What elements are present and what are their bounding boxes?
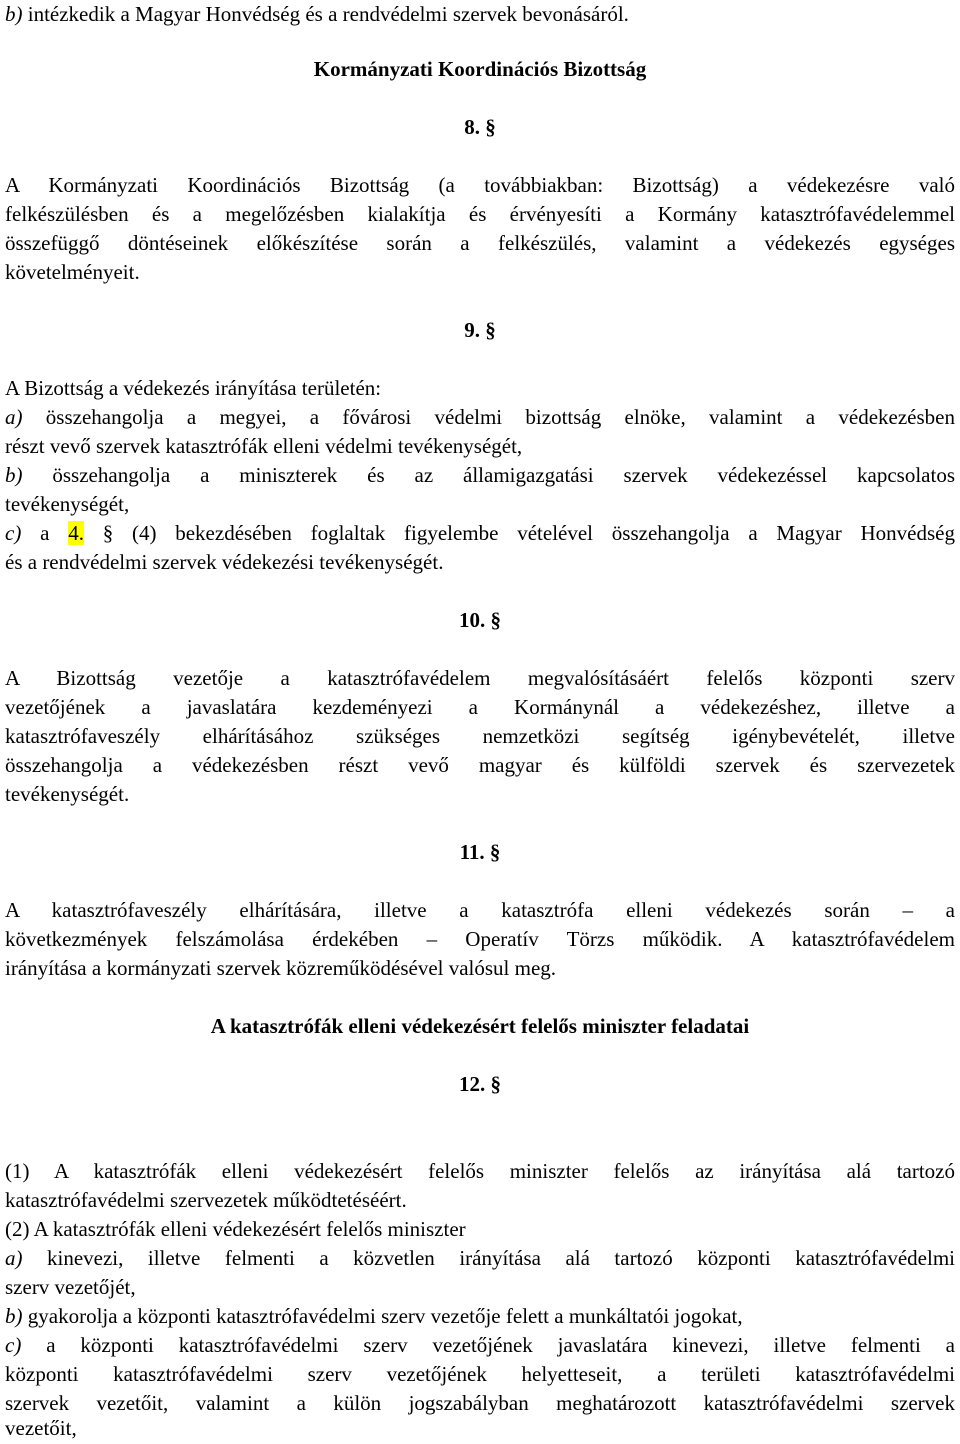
paragraph-number: 8. §: [464, 115, 496, 139]
paragraph-number: 10. §: [459, 608, 501, 632]
paragraph-number: 11. §: [459, 840, 501, 864]
list-marker: c): [5, 1333, 22, 1357]
highlighted-reference: 4.: [68, 521, 84, 545]
list-marker: b): [5, 2, 23, 26]
paragraph-number: 9. §: [464, 318, 496, 342]
paragraph-number: 12. §: [459, 1072, 501, 1096]
list-marker: b): [5, 1304, 23, 1328]
section-heading: Kormányzati Koordinációs Bizottság: [313, 57, 647, 81]
list-marker: b): [5, 463, 23, 487]
list-marker: a): [5, 405, 23, 429]
section-heading: A katasztrófák elleni védekezésért felelős miniszter feladatai: [210, 1014, 750, 1038]
list-marker: a): [5, 1246, 23, 1270]
list-marker: c): [5, 521, 22, 545]
document-page: b) intézkedik a Magyar Honvédség és a rendvédelmi szervek bevonásáról. Kormányzati Koordinációs Bizottság 8. § A Kormányzati Koordinációs Bizottság (a továbbiakban: Bizottság) a védekezésre való felkészülésben és a megelőzésben kialakítja és érvényesíti a Kormány katasztrófavédelemmel összefüggő döntéseinek előkészítése során a felkészülés, valamint a védekezés egységes követelményeit. 9. § A Bizottság a védekezés irányítása területén: a) összehangolja a megyei, a fővárosi védelmi bizottság elnöke, valamint a védekezésben részt vevő szervek katasztrófák elleni védelmi tevékenységét, b) összehangolja a miniszterek és az államigazgatási szervek védekezéssel kapcsolatos tevékenységét, c) a 4. § (4) bekezdésében foglaltak figyelembe vételével összehangolja a Magyar Honvédség és a rendvédelmi szervek védekezési tevékenységét. 10. § A Bizottság vezetője a katasztrófavédelem megvalósításáért felelős központi szerv vezetőjének a javaslatára kezdeményezi a Kormánynál a védekezéshez, illetve a katasztrófaveszély elhárításához szükséges nemzetközi segítség igénybevételét, illetve összehangolja a védekezésben részt vevő magyar és külföldi szervek és szervezetek tevékenységét. 11. § A katasztrófaveszély elhárítására, illetve a katasztrófa elleni védekezés során – a következmények felszámolása érdekében – Operatív Törzs működik. A katasztrófavédelem irányítása a kormányzati szervek közreműködésével valósul meg. A katasztrófák elleni védekezésért felelős miniszter feladatai 12. § (1) A katasztrófák elleni védekezésért felelős miniszter felelős az irányítása alá tartozó katasztrófavédelmi szervezetek működtetéséért. (2) A katasztrófák elleni védekezésért felelős miniszter a) kinevezi, illetve felmenti a közvetlen irányítása alá tartozó központi katasztrófavédelmi szerv vezetőjét, b) gyakorolja a központi katasztrófavédelmi szerv vezetője felett a munkáltatói jogokat, c) a központi katasztrófavédelmi szerv vezetőjének javaslatára kinevezi, illetve felmenti a központi katasztrófavédelmi szerv vezetőjének helyetteseit, a területi katasztrófavédelmi szervek vezetőit, valamint a külön jogszabályban meghatározott katasztrófavédelmi szervek vezetőit,: [5, 2, 955, 1440]
text-line: b) intézkedik a Magyar Honvédség és a rendvédelmi szervek bevonásáról.: [5, 2, 629, 26]
